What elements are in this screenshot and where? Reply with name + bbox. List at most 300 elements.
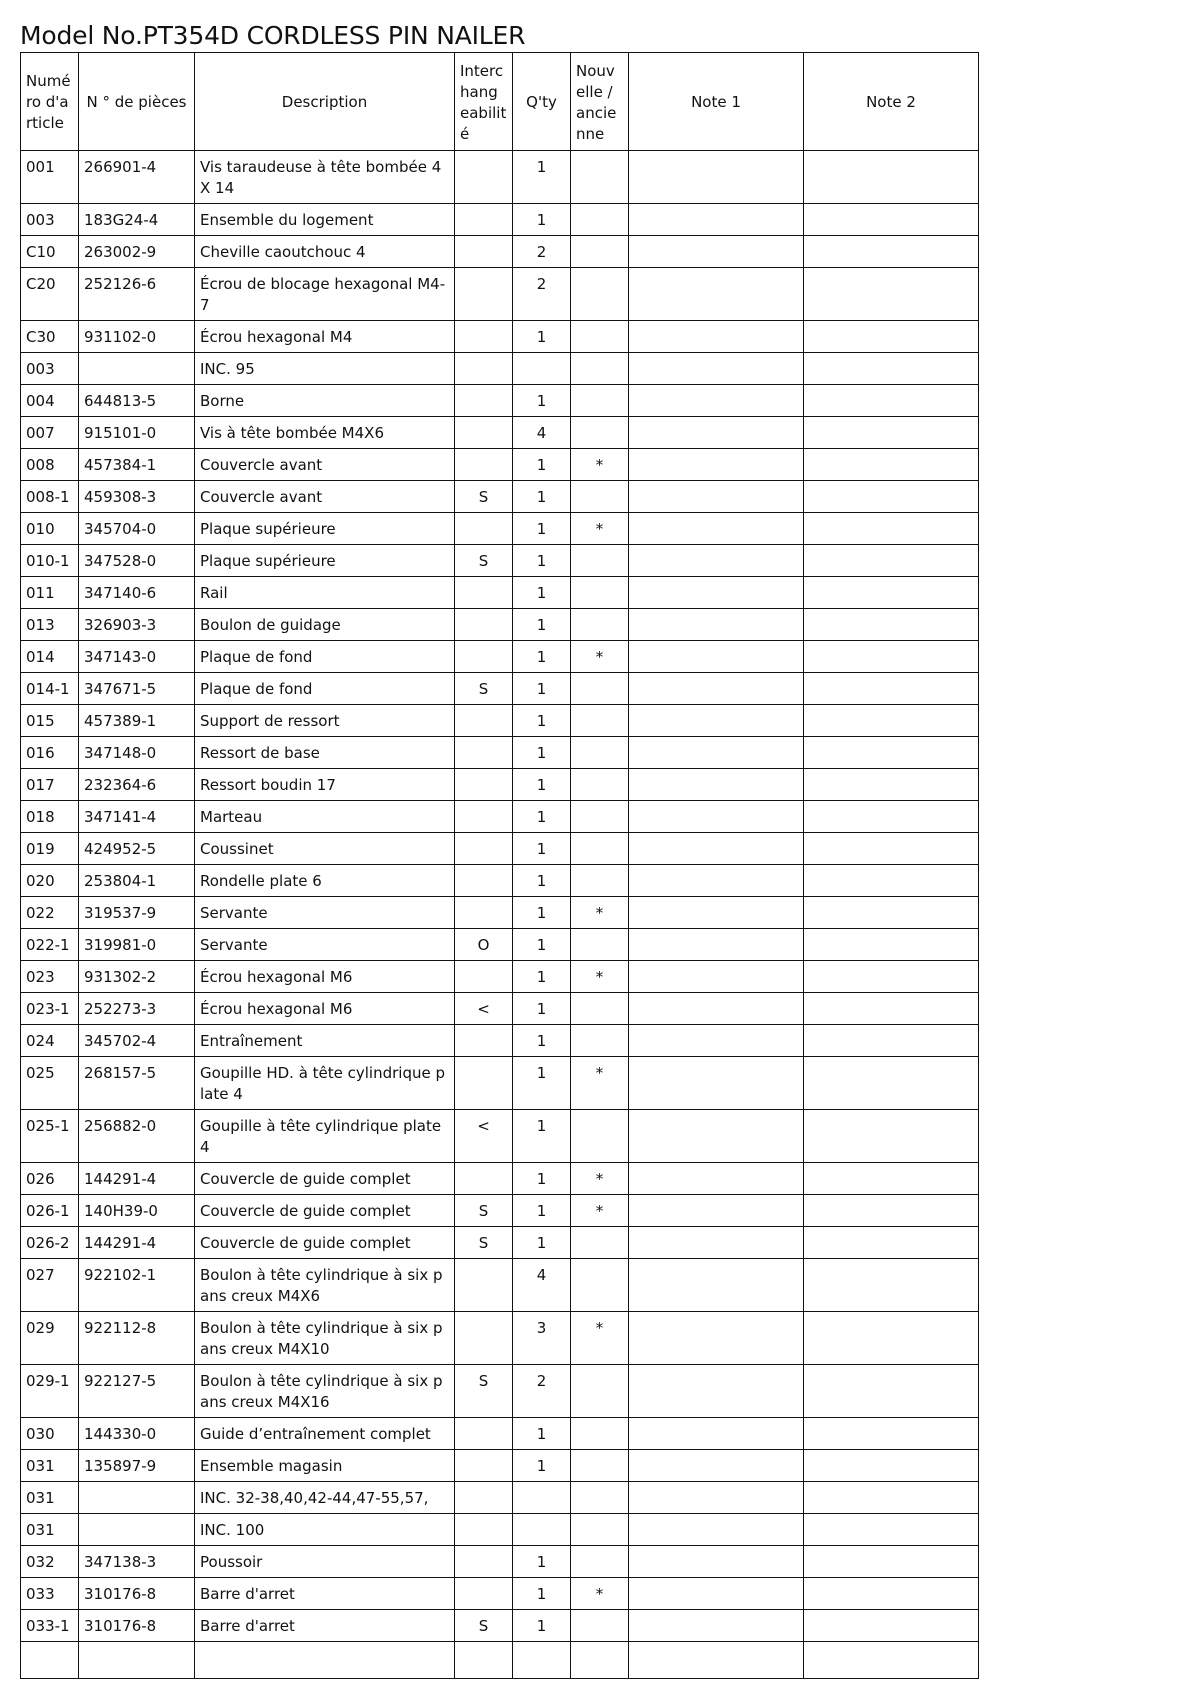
table-row: [21, 449, 979, 481]
table-row: [21, 1312, 979, 1365]
description-cell: Écrou hexagonal M6: [195, 993, 455, 1025]
header-article-number: Numé ro d'a rticle: [21, 53, 79, 151]
part-number-cell: 144291-4: [79, 1227, 195, 1259]
new-old-cell: *: [571, 1312, 629, 1365]
header-note-2: Note 2: [804, 53, 979, 151]
table-row: [21, 961, 979, 993]
new-old-cell: [571, 204, 629, 236]
note-2-cell: [804, 929, 979, 961]
note-2-cell: [804, 897, 979, 929]
table-row: [21, 1195, 979, 1227]
header-description: Description: [195, 53, 455, 151]
new-old-cell: *: [571, 1195, 629, 1227]
quantity-cell: 4: [513, 1259, 571, 1312]
new-old-cell: [571, 236, 629, 268]
note-1-cell: [629, 1195, 804, 1227]
note-1-cell: [629, 609, 804, 641]
note-1-cell: [629, 1057, 804, 1110]
description-cell: Marteau: [195, 801, 455, 833]
new-old-cell: *: [571, 1578, 629, 1610]
new-old-cell: [571, 481, 629, 513]
note-2-cell: [804, 151, 979, 204]
interchangeability-cell: [455, 1025, 513, 1057]
interchangeability-cell: [455, 151, 513, 204]
quantity-cell: 1: [513, 1195, 571, 1227]
header-part-number: N ° de pièces: [79, 53, 195, 151]
note-1-cell: [629, 705, 804, 737]
quantity-cell: 1: [513, 1610, 571, 1642]
part-number-cell: 922127-5: [79, 1365, 195, 1418]
table-row: [21, 737, 979, 769]
quantity-cell: 1: [513, 609, 571, 641]
description-cell: Ressort de base: [195, 737, 455, 769]
table-row: [21, 321, 979, 353]
part-number-cell: 644813-5: [79, 385, 195, 417]
table-row: [21, 993, 979, 1025]
note-1-cell: [629, 1418, 804, 1450]
description-cell: INC. 95: [195, 353, 455, 385]
new-old-cell: [571, 865, 629, 897]
quantity-cell: [513, 1514, 571, 1546]
part-number-cell: 310176-8: [79, 1578, 195, 1610]
table-row: [21, 1259, 979, 1312]
table-row: [21, 1163, 979, 1195]
note-1-cell: [629, 481, 804, 513]
note-2-cell: [804, 268, 979, 321]
article-number-cell: 026-1: [21, 1195, 79, 1227]
table-row: [21, 353, 979, 385]
description-cell: Plaque de fond: [195, 641, 455, 673]
parts-table-body: [21, 151, 979, 1679]
new-old-cell: *: [571, 1057, 629, 1110]
article-number-cell: 020: [21, 865, 79, 897]
description-cell: Support de ressort: [195, 705, 455, 737]
header-new-old: Nouv elle / ancie nne: [571, 53, 629, 151]
interchangeability-cell: [455, 1482, 513, 1514]
description-cell: Plaque supérieure: [195, 513, 455, 545]
new-old-cell: [571, 705, 629, 737]
note-1-cell: [629, 545, 804, 577]
note-1-cell: [629, 929, 804, 961]
article-number-cell: 008: [21, 449, 79, 481]
empty-cell: [455, 1642, 513, 1679]
table-row: [21, 545, 979, 577]
article-number-cell: 025-1: [21, 1110, 79, 1163]
note-2-cell: [804, 1259, 979, 1312]
new-old-cell: [571, 929, 629, 961]
note-1-cell: [629, 673, 804, 705]
new-old-cell: [571, 993, 629, 1025]
new-old-cell: [571, 1418, 629, 1450]
new-old-cell: [571, 1450, 629, 1482]
quantity-cell: 1: [513, 1418, 571, 1450]
note-2-cell: [804, 1025, 979, 1057]
description-cell: Barre d'arret: [195, 1578, 455, 1610]
article-number-cell: 031: [21, 1482, 79, 1514]
interchangeability-cell: S: [455, 1195, 513, 1227]
quantity-cell: 2: [513, 268, 571, 321]
quantity-cell: 1: [513, 1450, 571, 1482]
article-number-cell: 014-1: [21, 673, 79, 705]
table-header-row: [21, 53, 979, 151]
note-1-cell: [629, 1259, 804, 1312]
interchangeability-cell: [455, 236, 513, 268]
table-row: [21, 1110, 979, 1163]
new-old-cell: [571, 1482, 629, 1514]
quantity-cell: 1: [513, 641, 571, 673]
table-row: [21, 801, 979, 833]
article-number-cell: 026: [21, 1163, 79, 1195]
new-old-cell: [571, 1025, 629, 1057]
article-number-cell: C20: [21, 268, 79, 321]
note-1-cell: [629, 1610, 804, 1642]
new-old-cell: *: [571, 961, 629, 993]
part-number-cell: 319981-0: [79, 929, 195, 961]
article-number-cell: 022-1: [21, 929, 79, 961]
note-1-cell: [629, 897, 804, 929]
table-row: [21, 769, 979, 801]
note-1-cell: [629, 236, 804, 268]
new-old-cell: *: [571, 449, 629, 481]
description-cell: Vis taraudeuse à tête bombée 4X 14: [195, 151, 455, 204]
part-number-cell: 347143-0: [79, 641, 195, 673]
part-number-cell: 253804-1: [79, 865, 195, 897]
table-row: [21, 1482, 979, 1514]
part-number-cell: 347148-0: [79, 737, 195, 769]
article-number-cell: 024: [21, 1025, 79, 1057]
interchangeability-cell: [455, 1514, 513, 1546]
interchangeability-cell: [455, 577, 513, 609]
interchangeability-cell: [455, 897, 513, 929]
article-number-cell: 001: [21, 151, 79, 204]
interchangeability-cell: [455, 417, 513, 449]
new-old-cell: *: [571, 641, 629, 673]
interchangeability-cell: [455, 321, 513, 353]
note-2-cell: [804, 961, 979, 993]
note-1-cell: [629, 204, 804, 236]
new-old-cell: [571, 737, 629, 769]
new-old-cell: [571, 1610, 629, 1642]
note-2-cell: [804, 833, 979, 865]
part-number-cell: 922112-8: [79, 1312, 195, 1365]
note-1-cell: [629, 151, 804, 204]
description-cell: Boulon à tête cylindrique à six pans creux M4X10: [195, 1312, 455, 1365]
new-old-cell: [571, 1546, 629, 1578]
table-row: [21, 1610, 979, 1642]
description-cell: Cheville caoutchouc 4: [195, 236, 455, 268]
article-number-cell: 010: [21, 513, 79, 545]
interchangeability-cell: [455, 865, 513, 897]
interchangeability-cell: [455, 268, 513, 321]
description-cell: Coussinet: [195, 833, 455, 865]
interchangeability-cell: [455, 609, 513, 641]
part-number-cell: 252273-3: [79, 993, 195, 1025]
new-old-cell: [571, 1514, 629, 1546]
table-row: [21, 705, 979, 737]
part-number-cell: 140H39-0: [79, 1195, 195, 1227]
note-2-cell: [804, 1578, 979, 1610]
article-number-cell: 033: [21, 1578, 79, 1610]
description-cell: Goupille à tête cylindrique plate 4: [195, 1110, 455, 1163]
note-1-cell: [629, 865, 804, 897]
interchangeability-cell: [455, 1450, 513, 1482]
description-cell: Barre d'arret: [195, 1610, 455, 1642]
note-2-cell: [804, 1418, 979, 1450]
quantity-cell: 1: [513, 1057, 571, 1110]
interchangeability-cell: [455, 513, 513, 545]
table-row: [21, 481, 979, 513]
table-row: [21, 1514, 979, 1546]
quantity-cell: 1: [513, 993, 571, 1025]
table-row: [21, 151, 979, 204]
note-2-cell: [804, 1482, 979, 1514]
empty-cell: [195, 1642, 455, 1679]
table-row: [21, 1546, 979, 1578]
quantity-cell: 2: [513, 1365, 571, 1418]
new-old-cell: [571, 545, 629, 577]
note-1-cell: [629, 1578, 804, 1610]
quantity-cell: 1: [513, 1546, 571, 1578]
description-cell: Rail: [195, 577, 455, 609]
quantity-cell: 1: [513, 513, 571, 545]
note-2-cell: [804, 1365, 979, 1418]
new-old-cell: [571, 385, 629, 417]
part-number-cell: 266901-4: [79, 151, 195, 204]
quantity-cell: 1: [513, 673, 571, 705]
table-row-empty: [21, 1642, 979, 1679]
note-1-cell: [629, 1163, 804, 1195]
interchangeability-cell: S: [455, 1610, 513, 1642]
description-cell: Entraînement: [195, 1025, 455, 1057]
article-number-cell: 010-1: [21, 545, 79, 577]
article-number-cell: 014: [21, 641, 79, 673]
interchangeability-cell: [455, 641, 513, 673]
description-cell: Ensemble du logement: [195, 204, 455, 236]
article-number-cell: 027: [21, 1259, 79, 1312]
part-number-cell: 347138-3: [79, 1546, 195, 1578]
note-1-cell: [629, 993, 804, 1025]
interchangeability-cell: [455, 801, 513, 833]
note-2-cell: [804, 1514, 979, 1546]
note-1-cell: [629, 737, 804, 769]
new-old-cell: *: [571, 1163, 629, 1195]
table-row: [21, 833, 979, 865]
note-1-cell: [629, 1546, 804, 1578]
part-number-cell: 326903-3: [79, 609, 195, 641]
page-title: Model No.PT354D CORDLESS PIN NAILER: [20, 21, 526, 50]
table-row: [21, 1057, 979, 1110]
note-1-cell: [629, 1227, 804, 1259]
note-2-cell: [804, 1610, 979, 1642]
note-2-cell: [804, 993, 979, 1025]
description-cell: Plaque supérieure: [195, 545, 455, 577]
quantity-cell: 1: [513, 929, 571, 961]
note-1-cell: [629, 1514, 804, 1546]
article-number-cell: 003: [21, 204, 79, 236]
part-number-cell: 347671-5: [79, 673, 195, 705]
note-2-cell: [804, 236, 979, 268]
table-row: [21, 641, 979, 673]
article-number-cell: 017: [21, 769, 79, 801]
interchangeability-cell: S: [455, 1227, 513, 1259]
note-1-cell: [629, 769, 804, 801]
interchangeability-cell: <: [455, 993, 513, 1025]
interchangeability-cell: [455, 1259, 513, 1312]
note-1-cell: [629, 961, 804, 993]
new-old-cell: [571, 1110, 629, 1163]
new-old-cell: [571, 577, 629, 609]
quantity-cell: 1: [513, 801, 571, 833]
interchangeability-cell: [455, 961, 513, 993]
description-cell: INC. 32-38,40,42-44,47-55,57,: [195, 1482, 455, 1514]
note-2-cell: [804, 321, 979, 353]
note-1-cell: [629, 1450, 804, 1482]
article-number-cell: 022: [21, 897, 79, 929]
quantity-cell: 1: [513, 577, 571, 609]
new-old-cell: [571, 268, 629, 321]
part-number-cell: 135897-9: [79, 1450, 195, 1482]
table-row: [21, 1450, 979, 1482]
new-old-cell: [571, 151, 629, 204]
part-number-cell: 457384-1: [79, 449, 195, 481]
part-number-cell: 345704-0: [79, 513, 195, 545]
table-row: [21, 236, 979, 268]
table-row: [21, 513, 979, 545]
description-cell: Couvercle de guide complet: [195, 1195, 455, 1227]
part-number-cell: [79, 353, 195, 385]
note-2-cell: [804, 769, 979, 801]
article-number-cell: C10: [21, 236, 79, 268]
interchangeability-cell: [455, 1418, 513, 1450]
interchangeability-cell: O: [455, 929, 513, 961]
article-number-cell: 019: [21, 833, 79, 865]
interchangeability-cell: S: [455, 673, 513, 705]
description-cell: Boulon à tête cylindrique à six pans creux M4X16: [195, 1365, 455, 1418]
quantity-cell: 1: [513, 1578, 571, 1610]
part-number-cell: 319537-9: [79, 897, 195, 929]
article-number-cell: 029: [21, 1312, 79, 1365]
note-2-cell: [804, 865, 979, 897]
note-2-cell: [804, 1450, 979, 1482]
description-cell: Rondelle plate 6: [195, 865, 455, 897]
description-cell: INC. 100: [195, 1514, 455, 1546]
interchangeability-cell: [455, 1546, 513, 1578]
header-interchangeability: Interc hang eabilit é: [455, 53, 513, 151]
part-number-cell: 347141-4: [79, 801, 195, 833]
quantity-cell: 4: [513, 417, 571, 449]
table-row: [21, 673, 979, 705]
article-number-cell: 003: [21, 353, 79, 385]
description-cell: Vis à tête bombée M4X6: [195, 417, 455, 449]
description-cell: Guide d’entraînement complet: [195, 1418, 455, 1450]
article-number-cell: 015: [21, 705, 79, 737]
empty-cell: [571, 1642, 629, 1679]
table-row: [21, 204, 979, 236]
interchangeability-cell: [455, 353, 513, 385]
article-number-cell: 007: [21, 417, 79, 449]
header-note-1: Note 1: [629, 53, 804, 151]
interchangeability-cell: [455, 1163, 513, 1195]
interchangeability-cell: [455, 769, 513, 801]
part-number-cell: 459308-3: [79, 481, 195, 513]
quantity-cell: 1: [513, 833, 571, 865]
quantity-cell: 1: [513, 1163, 571, 1195]
quantity-cell: 1: [513, 321, 571, 353]
article-number-cell: 011: [21, 577, 79, 609]
part-number-cell: 347528-0: [79, 545, 195, 577]
part-number-cell: 424952-5: [79, 833, 195, 865]
note-2-cell: [804, 545, 979, 577]
quantity-cell: [513, 353, 571, 385]
note-1-cell: [629, 1365, 804, 1418]
part-number-cell: 347140-6: [79, 577, 195, 609]
note-2-cell: [804, 417, 979, 449]
article-number-cell: 004: [21, 385, 79, 417]
parts-table: [20, 52, 979, 1679]
article-number-cell: 025: [21, 1057, 79, 1110]
note-1-cell: [629, 1110, 804, 1163]
note-2-cell: [804, 1057, 979, 1110]
table-row: [21, 929, 979, 961]
note-2-cell: [804, 705, 979, 737]
interchangeability-cell: S: [455, 545, 513, 577]
note-1-cell: [629, 268, 804, 321]
interchangeability-cell: [455, 705, 513, 737]
part-number-cell: 931102-0: [79, 321, 195, 353]
table-row: [21, 609, 979, 641]
table-row: [21, 1227, 979, 1259]
note-1-cell: [629, 577, 804, 609]
quantity-cell: 1: [513, 737, 571, 769]
note-1-cell: [629, 641, 804, 673]
part-number-cell: 144330-0: [79, 1418, 195, 1450]
new-old-cell: *: [571, 513, 629, 545]
table-row: [21, 1025, 979, 1057]
note-2-cell: [804, 609, 979, 641]
table-row: [21, 1418, 979, 1450]
interchangeability-cell: S: [455, 481, 513, 513]
table-row: [21, 385, 979, 417]
note-2-cell: [804, 1195, 979, 1227]
new-old-cell: [571, 801, 629, 833]
note-2-cell: [804, 1110, 979, 1163]
quantity-cell: 1: [513, 449, 571, 481]
table-row: [21, 417, 979, 449]
quantity-cell: 1: [513, 151, 571, 204]
note-1-cell: [629, 385, 804, 417]
note-2-cell: [804, 353, 979, 385]
article-number-cell: 018: [21, 801, 79, 833]
interchangeability-cell: <: [455, 1110, 513, 1163]
description-cell: Écrou hexagonal M4: [195, 321, 455, 353]
table-row: [21, 1578, 979, 1610]
interchangeability-cell: [455, 1312, 513, 1365]
description-cell: Écrou de blocage hexagonal M4-7: [195, 268, 455, 321]
table-row: [21, 1365, 979, 1418]
description-cell: Goupille HD. à tête cylindrique plate 4: [195, 1057, 455, 1110]
note-1-cell: [629, 353, 804, 385]
article-number-cell: 013: [21, 609, 79, 641]
part-number-cell: 232364-6: [79, 769, 195, 801]
quantity-cell: 1: [513, 769, 571, 801]
quantity-cell: 1: [513, 897, 571, 929]
note-1-cell: [629, 513, 804, 545]
note-2-cell: [804, 385, 979, 417]
quantity-cell: [513, 1482, 571, 1514]
part-number-cell: 931302-2: [79, 961, 195, 993]
note-2-cell: [804, 1163, 979, 1195]
new-old-cell: [571, 417, 629, 449]
